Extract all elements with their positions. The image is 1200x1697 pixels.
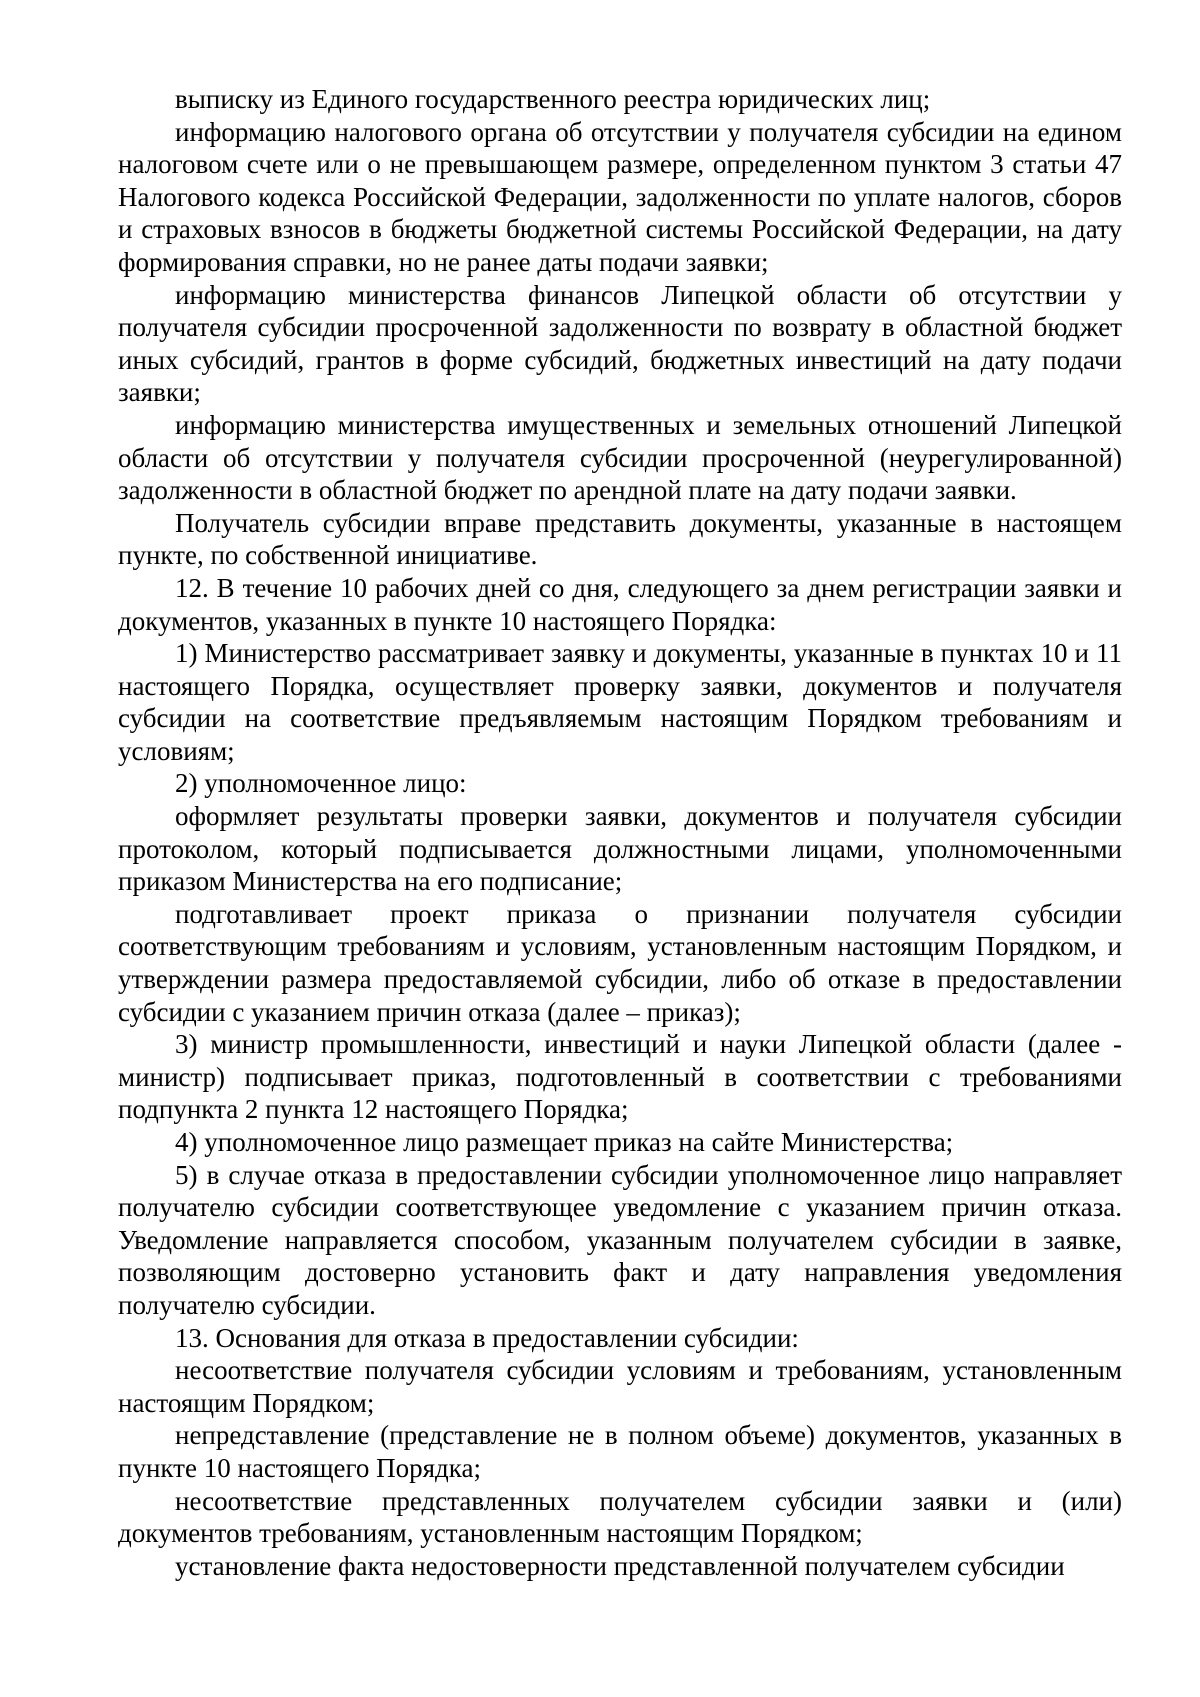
paragraph-tax-info: информацию налогового органа об отсутствии у получателя субсидии на едином налоговом счете или о не превышающем размере, определенном пунктом 3 статьи 47 Налогового кодекса Российской Федерации, задолженности по уплате налогов, сборов и страховых взносов в бюджеты бюджетной системы Российской Федерации, на дату формирования справки, но не ранее даты подачи заявки; (118, 116, 1122, 277)
paragraph-refusal-missing-docs: непредставление (представление не в полном объеме) документов, указанных в пункте 10 настоящего Порядка; (118, 1420, 1122, 1483)
paragraph-refusal-false-info: установление факта недостоверности представленной получателем субсидии (175, 1550, 1065, 1581)
paragraph-refusal-nonconformity: несоответствие получателя субсидии условиям и требованиям, установленным настоящим Порядком; (118, 1355, 1122, 1418)
paragraph-protocol: оформляет результаты проверки заявки, документов и получателя субсидии протоколом, который подписывается должностными лицами, уполномоченными приказом Министерства на его подписание; (118, 801, 1122, 897)
paragraph-item-12-1: 1) Министерство рассматривает заявку и документы, указанные в пунктах 10 и 11 настоящего Порядка, осуществляет проверку заявки, документов и получателя субсидии на соответствие предъявляемым настоящим Порядком требованиям и условиям; (118, 638, 1122, 766)
paragraph-order-draft: подготавливает проект приказа о признании получателя субсидии соответствующим требованиям и условиям, установленным настоящим Порядком, и утверждении размера предоставляемой субсидии, либо об отказе в предоставлении субсидии с указанием причин отказа (далее – приказ); (118, 898, 1122, 1027)
paragraph-item-12-2: 2) уполномоченное лицо: (175, 768, 467, 799)
paragraph-item-12-5: 5) в случае отказа в предоставлении субсидии уполномоченное лицо направляет получателю субсидии соответствующее уведомление с указанием причин отказа. Уведомление направляется способом, указанным получателем субсидии в заявке, позволяющим достоверно установить факт и дату направления уведомления получателю субсидии. (118, 1159, 1122, 1320)
paragraph-finance-ministry-info: информацию министерства финансов Липецкой области об отсутствии у получателя субсидии просроченной задолженности по возврату в областной бюджет иных субсидий, грантов в форме субсидий, бюджетных инвестиций на дату подачи заявки; (118, 279, 1122, 408)
paragraph-item-12: 12. В течение 10 рабочих дней со дня, следующего за днем регистрации заявки и документов, указанных в пункте 10 настоящего Порядка: (118, 572, 1122, 636)
paragraph-property-ministry-info: информацию министерства имущественных и земельных отношений Липецкой области об отсутствии у получателя субсидии просроченной (неурегулированной) задолженности в областной бюджет по арендной плате на дату подачи заявки. (118, 409, 1122, 506)
paragraph-extract-egrul: выписку из Единого государственного реестра юридических лиц; (175, 84, 931, 114)
document-page (118, 83, 1122, 1582)
paragraph-item-12-4: 4) уполномоченное лицо размещает приказ на сайте Министерства; (175, 1127, 954, 1157)
paragraph-own-initiative: Получатель субсидии вправе представить документы, указанные в настоящем пункте, по собственной инициативе. (118, 507, 1122, 571)
paragraph-item-13: 13. Основания для отказа в предоставлении субсидии: (175, 1322, 799, 1353)
paragraph-item-12-3: 3) министр промышленности, инвестиций и науки Липецкой области (далее - министр) подписывает приказ, подготовленный в соответствии с требованиями подпункта 2 пункта 12 настоящего Порядка; (118, 1029, 1122, 1125)
paragraph-refusal-docs-mismatch: несоответствие представленных получателем субсидии заявки и (или) документов требованиям, установленным настоящим Порядком; (118, 1485, 1122, 1549)
